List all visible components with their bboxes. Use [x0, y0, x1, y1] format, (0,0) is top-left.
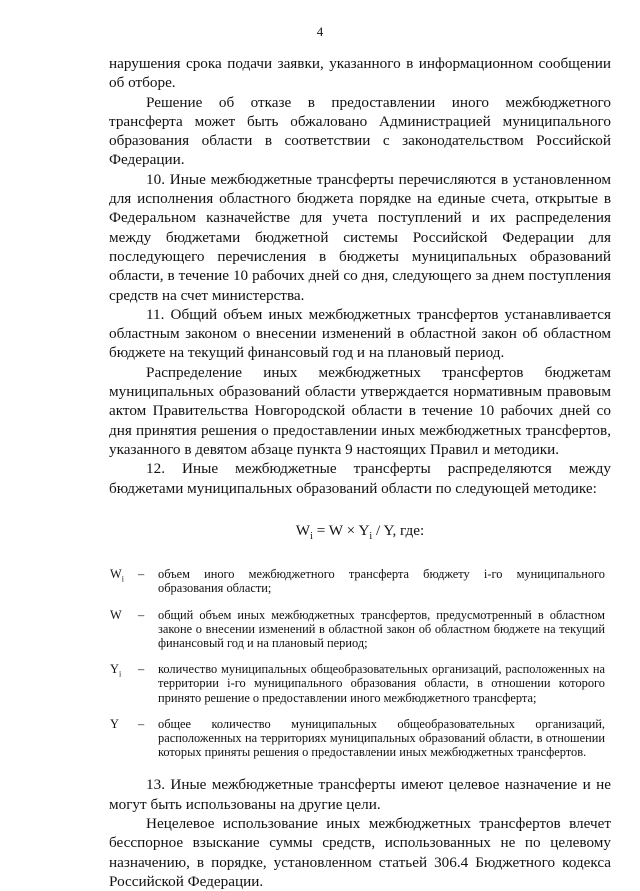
- paragraph: Нецелевое использование иных межбюджетных трансфертов влечет бесспорное взыскание суммы средств, использованных не по целевому назначению, в порядке, установленном статьей 306.4 Бюджетного кодекса Российской Федерации.: [109, 814, 611, 890]
- distribution-formula: [109, 521, 611, 546]
- formula-subscript: i: [310, 530, 313, 542]
- page-number: 4: [316, 24, 324, 39]
- paragraph: 10. Иные межбюджетные трансферты перечисляются в установленном для исполнения областного бюджета порядке на единые счета, открытые в Федеральном казначействе для учета поступлений и их распределения между бюджетами бюджетной системы Российской Федерации для последующего перечисления в бюджеты муниципальных образований области, в течение 10 рабочих дней со дня, следующего за днем поступления средств на счет министерства.: [109, 170, 611, 304]
- paragraph: Решение об отказе в предоставлении иного межбюджетного трансферта может быть обжаловано Администрацией муниципального образования области в соответствии с законодательством Российской Федерации.: [109, 93, 611, 169]
- definition-text: количество муниципальных общеобразовательных организаций, расположенных на территории i-го муниципального образования области, в отношении которого принято решение о предоставлении иного межбюджетного трансферта;: [158, 662, 605, 705]
- document-body: [109, 54, 611, 891]
- definition-dash: –: [138, 607, 145, 622]
- paragraph: Распределение иных межбюджетных трансфертов бюджетам муниципальных образований области утверждается нормативным правовым актом Правительства Новгородской области в течение 10 рабочих дней со дня принятия решения о предоставлении иных межбюджетных трансфертов, указанного в девятом абзаце пункта 9 настоящих Правил и методики.: [109, 363, 611, 458]
- definition-dash: –: [138, 662, 145, 677]
- paragraph: нарушения срока подачи заявки, указанного в информационном сообщении об отборе.: [109, 55, 611, 92]
- paragraph: 13. Иные межбюджетные трансферты имеют целевое назначение и не могут быть использованы на другие цели.: [109, 776, 611, 813]
- definition-row: [109, 567, 611, 595]
- definition-symbol: $Y_i$: [110, 662, 122, 679]
- formula-subscript: i: [369, 530, 373, 542]
- definition-row: [109, 662, 611, 705]
- definition-symbol: $W_i$: [110, 567, 124, 584]
- definition-row: [109, 608, 611, 651]
- paragraph: 12. Иные межбюджетные трансферты распределяются между бюджетами муниципальных образований области по следующей методике:: [109, 460, 611, 497]
- definition-symbol: Y: [110, 716, 119, 731]
- definition-text: объем иного межбюджетного трансферта бюджету i-го муниципального образования области;: [158, 567, 605, 596]
- definition-dash: –: [138, 567, 145, 582]
- formula-definitions: [109, 567, 611, 759]
- definition-symbol: W: [110, 607, 122, 622]
- paragraph: 11. Общий объем иных межбюджетных трансфертов устанавливается областным законом о внесении изменений в областной закон об областном бюджете на текущий финансовый год и на плановый период.: [109, 305, 611, 362]
- formula-w: W: [295, 521, 311, 539]
- formula-middle: = W × Y: [312, 521, 370, 539]
- formula-tail: / Y, где:: [372, 521, 425, 539]
- definition-text: общий объем иных межбюджетных трансфертов, предусмотренный в областном законе о внесении изменений в областной закон об областном бюджете на текущий финансовый год и на плановый период;: [158, 607, 605, 650]
- definition-row: [109, 717, 611, 760]
- definition-dash: –: [138, 716, 145, 731]
- definition-text: общее количество муниципальных общеобразовательных организаций, расположенных на территориях муниципальных образований области, в отношении которых приняты решения о предоставлении иных межбюджетных трансфертов.: [158, 716, 605, 760]
